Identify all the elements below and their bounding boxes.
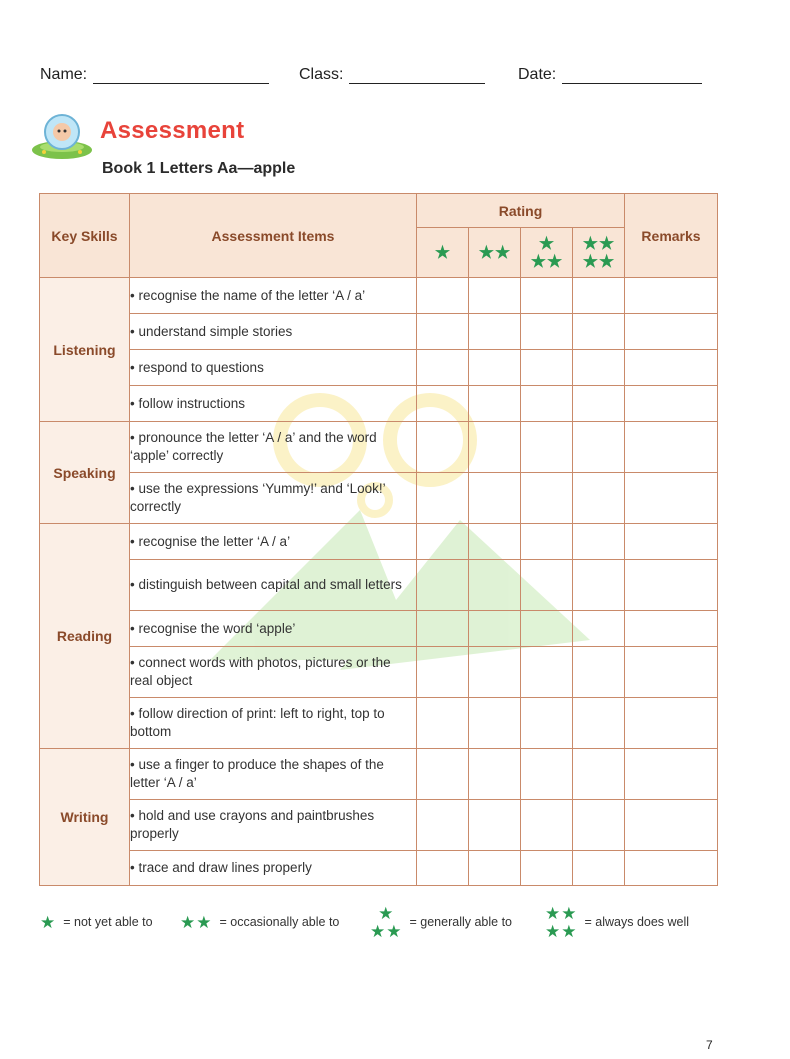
legend-one-star [40, 900, 153, 944]
star-icon: ★ [545, 921, 561, 941]
date-line[interactable] [562, 67, 702, 84]
star-icon: ★ [582, 252, 598, 271]
table-row [40, 560, 718, 611]
star-icon: ★ [599, 252, 615, 271]
rating-cell[interactable] [469, 350, 521, 386]
star-icon: ★ [478, 243, 494, 262]
star-icon: ★ [40, 912, 56, 932]
rating-cell[interactable] [521, 386, 573, 422]
rating-cell[interactable] [417, 698, 469, 749]
star-icon: ★ [378, 903, 394, 923]
rating-cell[interactable] [469, 422, 521, 473]
star-icon: ★ [180, 912, 196, 932]
remarks-cell[interactable] [625, 473, 718, 524]
assessment-item: • recognise the word ‘apple’ [130, 611, 417, 647]
header-rating: Rating [417, 194, 625, 228]
rating-cell[interactable] [417, 473, 469, 524]
rating-cell[interactable] [521, 647, 573, 698]
skill-label: Speaking [40, 422, 130, 524]
rating-cell[interactable] [521, 314, 573, 350]
rating-cell[interactable] [521, 800, 573, 851]
rating-cell[interactable] [417, 800, 469, 851]
rating-cell[interactable] [469, 386, 521, 422]
date-field[interactable] [518, 66, 702, 84]
assessment-item: • recognise the name of the letter ‘A / a’ [130, 278, 417, 314]
assessment-item: • connect words with photos, pictures or the real object [130, 647, 417, 698]
table-row [40, 524, 718, 560]
remarks-cell[interactable] [625, 698, 718, 749]
rating-cell[interactable] [521, 350, 573, 386]
class-line[interactable] [349, 67, 485, 84]
rating-cell[interactable] [521, 278, 573, 314]
skill-label: Reading [40, 524, 130, 749]
star-icon: ★ [196, 912, 212, 932]
page-number: 7 [706, 1038, 713, 1052]
rating-cell[interactable] [417, 422, 469, 473]
table-row [40, 350, 718, 386]
rating-cell[interactable] [417, 647, 469, 698]
rating-cell[interactable] [469, 560, 521, 611]
star-icon: ★ [582, 234, 598, 253]
assessment-item: • follow instructions [130, 386, 417, 422]
table-row [40, 698, 718, 749]
assessment-item: • hold and use crayons and paintbrushes properly [130, 800, 417, 851]
assessment-item: • use a finger to produce the shapes of the letter ‘A / a’ [130, 749, 417, 800]
legend-two-text: = occasionally able to [219, 915, 340, 929]
rating-cell[interactable] [521, 611, 573, 647]
rating-cell[interactable] [469, 524, 521, 560]
table-row [40, 473, 718, 524]
star-icon: ★ [434, 243, 451, 262]
star-icon: ★ [538, 234, 555, 253]
assessment-item: • respond to questions [130, 350, 417, 386]
star-icon: ★ [599, 234, 615, 253]
rating-cell[interactable] [469, 698, 521, 749]
rating-cell[interactable] [469, 851, 521, 886]
rating-cell[interactable] [521, 851, 573, 886]
rating-cell[interactable] [573, 749, 625, 800]
table-row [40, 611, 718, 647]
rating-cell[interactable] [417, 749, 469, 800]
rating-two-stars [469, 228, 521, 278]
table-row [40, 314, 718, 350]
rating-cell[interactable] [521, 473, 573, 524]
name-field[interactable] [40, 66, 269, 84]
rating-cell[interactable] [469, 473, 521, 524]
class-label: Class: [299, 66, 344, 83]
page-title: Assessment [100, 117, 245, 144]
skill-label: Listening [40, 278, 130, 422]
assessment-item: • distinguish between capital and small letters [130, 560, 417, 611]
rating-cell[interactable] [469, 314, 521, 350]
rating-cell[interactable] [469, 647, 521, 698]
rating-cell[interactable] [417, 524, 469, 560]
legend-one-text: = not yet able to [63, 915, 153, 929]
rating-cell[interactable] [521, 698, 573, 749]
header-assessment-items: Assessment Items [130, 194, 417, 278]
rating-cell[interactable] [417, 851, 469, 886]
assessment-item: • use the expressions ‘Yummy!’ and ‘Look!’ correctly [130, 473, 417, 524]
remarks-cell[interactable] [625, 851, 718, 886]
header-key-skills: Key Skills [40, 194, 130, 278]
rating-cell[interactable] [521, 524, 573, 560]
rating-cell[interactable] [417, 611, 469, 647]
rating-one-star [417, 228, 469, 278]
rating-cell[interactable] [573, 278, 625, 314]
rating-cell[interactable] [573, 314, 625, 350]
rating-cell[interactable] [573, 524, 625, 560]
star-icon: ★ [547, 252, 563, 271]
table-row [40, 386, 718, 422]
star-icon: ★ [495, 243, 511, 262]
rating-cell[interactable] [573, 647, 625, 698]
rating-cell[interactable] [573, 386, 625, 422]
legend-three-text: = generally able to [409, 915, 513, 929]
legend-four-stars [545, 900, 689, 944]
rating-cell[interactable] [417, 386, 469, 422]
rating-three-stars [521, 228, 573, 278]
rating-cell[interactable] [521, 749, 573, 800]
remarks-cell[interactable] [625, 386, 718, 422]
remarks-cell[interactable] [625, 422, 718, 473]
rating-cell[interactable] [521, 560, 573, 611]
remarks-cell[interactable] [625, 749, 718, 800]
assessment-table [39, 193, 718, 886]
assessment-item: • understand simple stories [130, 314, 417, 350]
table-row [40, 749, 718, 800]
rating-cell[interactable] [573, 422, 625, 473]
name-line[interactable] [93, 67, 269, 84]
rating-cell[interactable] [573, 560, 625, 611]
legend-two-stars [180, 900, 339, 944]
star-icon: ★ [545, 903, 561, 923]
table-row [40, 851, 718, 886]
table-row [40, 647, 718, 698]
skill-label: Writing [40, 749, 130, 886]
rating-cell[interactable] [573, 698, 625, 749]
page-subtitle: Book 1 Letters Aa—apple [102, 160, 296, 177]
student-info-row [40, 66, 720, 88]
ufo-mascot-icon [30, 110, 94, 164]
table-row [40, 278, 718, 314]
table-row [40, 800, 718, 851]
date-label: Date: [518, 66, 557, 83]
assessment-item: • trace and draw lines properly [130, 851, 417, 886]
remarks-cell[interactable] [625, 350, 718, 386]
rating-cell[interactable] [573, 800, 625, 851]
rating-cell[interactable] [469, 800, 521, 851]
rating-cell[interactable] [417, 350, 469, 386]
rating-cell[interactable] [417, 560, 469, 611]
remarks-cell[interactable] [625, 611, 718, 647]
rating-cell[interactable] [417, 278, 469, 314]
table-row [40, 422, 718, 473]
legend-four-text: = always does well [584, 915, 690, 929]
rating-cell[interactable] [521, 422, 573, 473]
remarks-cell[interactable] [625, 278, 718, 314]
assessment-item: • pronounce the letter ‘A / a’ and the word ‘apple’ correctly [130, 422, 417, 473]
rating-cell[interactable] [573, 473, 625, 524]
star-icon: ★ [370, 921, 386, 941]
class-field[interactable] [299, 66, 485, 84]
assessment-item: • follow direction of print: left to right, top to bottom [130, 698, 417, 749]
rating-cell[interactable] [417, 314, 469, 350]
star-icon: ★ [561, 921, 577, 941]
assessment-item: • recognise the letter ‘A / a’ [130, 524, 417, 560]
rating-cell[interactable] [469, 749, 521, 800]
remarks-cell[interactable] [625, 524, 718, 560]
rating-cell[interactable] [573, 611, 625, 647]
header-remarks: Remarks [625, 194, 718, 278]
rating-cell[interactable] [469, 611, 521, 647]
rating-four-stars [573, 228, 625, 278]
star-icon: ★ [561, 903, 577, 923]
rating-cell[interactable] [573, 851, 625, 886]
remarks-cell[interactable] [625, 647, 718, 698]
rating-legend [40, 900, 740, 950]
rating-cell[interactable] [573, 350, 625, 386]
star-icon: ★ [386, 921, 402, 941]
remarks-cell[interactable] [625, 800, 718, 851]
remarks-cell[interactable] [625, 560, 718, 611]
remarks-cell[interactable] [625, 314, 718, 350]
rating-cell[interactable] [469, 278, 521, 314]
legend-three-stars [370, 900, 512, 944]
name-label: Name: [40, 66, 88, 83]
star-icon: ★ [530, 252, 546, 271]
